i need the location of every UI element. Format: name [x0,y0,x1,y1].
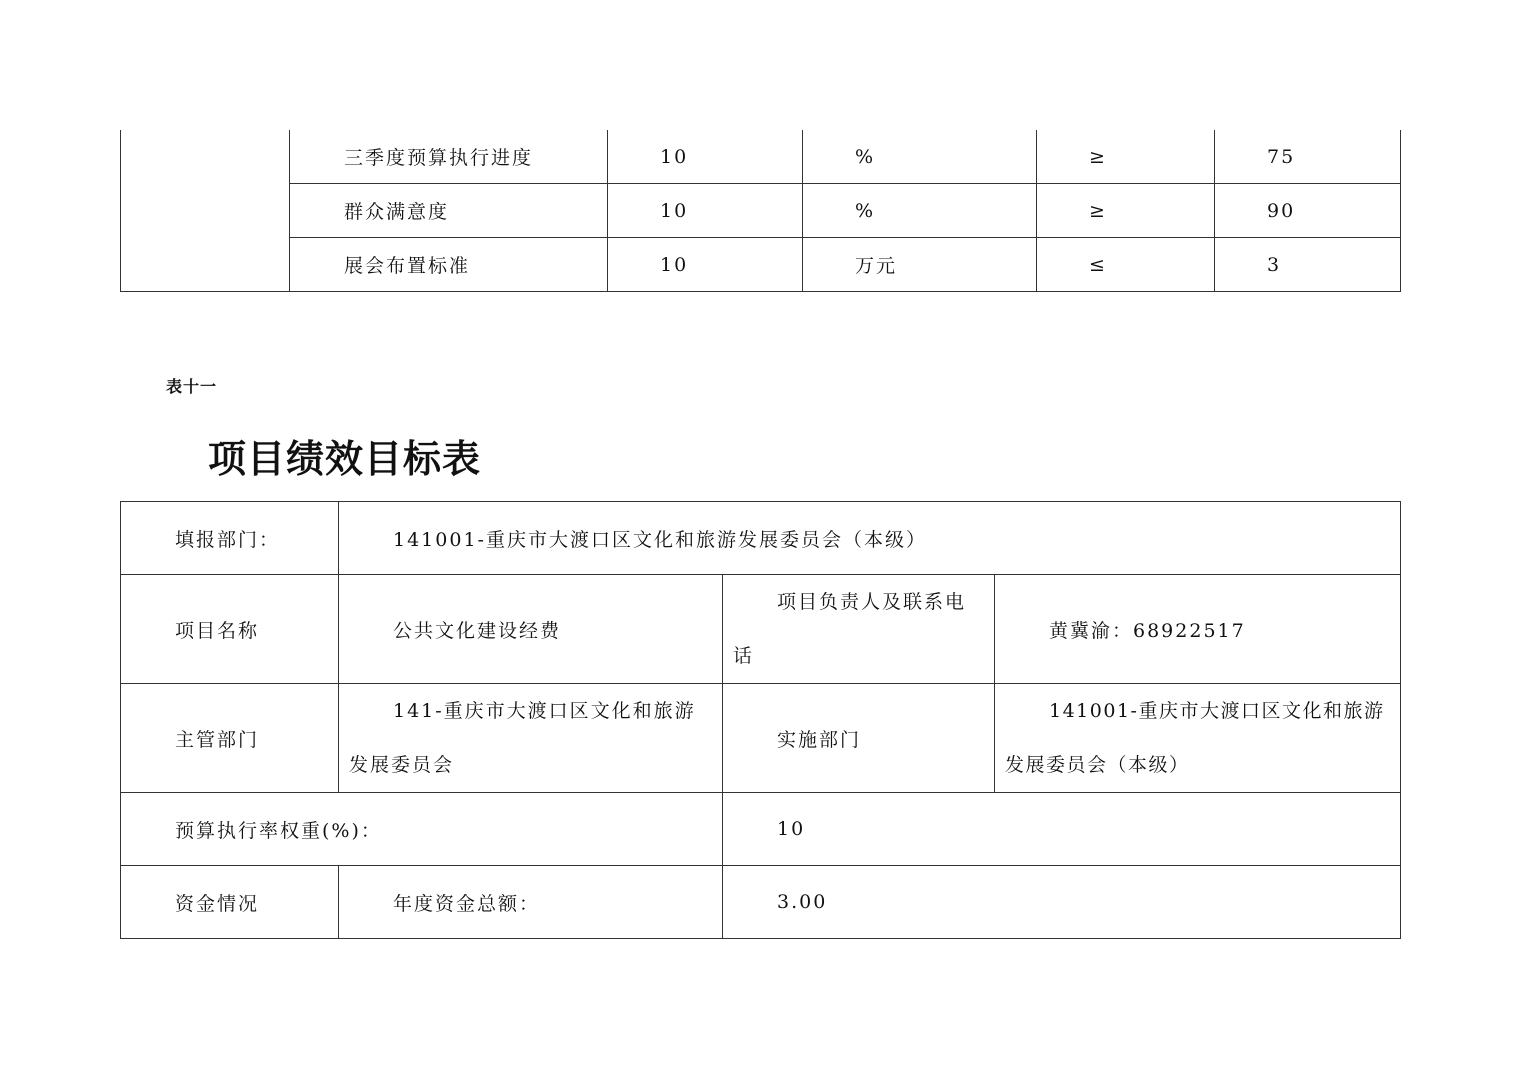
project-performance-table [120,501,1401,939]
implementer-value [995,684,1401,793]
project-name-label: 项目名称 [121,575,339,684]
supervisor-label: 主管部门 [121,684,339,793]
indicator-category-cell [121,130,290,292]
indicator-name: 展会布置标准 [290,238,608,292]
table-row [121,130,1401,184]
table-row [121,575,1401,684]
table-row [121,238,1401,292]
table-row [121,684,1401,793]
table-row [121,502,1401,575]
annual-funds-value: 3.00 [723,866,1401,939]
indicator-score: 10 [608,238,803,292]
table-number-label: 表十一 [166,377,218,396]
table-row [121,793,1401,866]
indicator-score: 10 [608,130,803,184]
budget-weight-label: 预算执行率权重(%)： [121,793,723,866]
reporting-dept-value: 141001-重庆市大渡口区文化和旅游发展委员会（本级） [339,502,1401,575]
indicator-target: 90 [1215,184,1401,238]
page-title: 项目绩效目标表 [208,436,482,481]
supervisor-value-line1: 141-重庆市大渡口区文化和旅游 [393,700,696,722]
implementer-label: 实施部门 [723,684,995,793]
funds-label: 资金情况 [121,866,339,939]
indicator-name: 群众满意度 [290,184,608,238]
table-row [121,184,1401,238]
contact-label-line2: 话 [733,645,755,667]
table-row [121,866,1401,939]
contact-value: 黄冀渝：68922517 [995,575,1401,684]
indicator-operator: ≥ [1037,184,1215,238]
indicator-target: 3 [1215,238,1401,292]
supervisor-value-line2: 发展委员会 [349,754,455,776]
implementer-value-line1: 141001-重庆市大渡口区文化和旅游 [1049,700,1385,722]
budget-weight-value: 10 [723,793,1401,866]
indicator-score: 10 [608,184,803,238]
indicator-operator: ≥ [1037,130,1215,184]
indicator-target: 75 [1215,130,1401,184]
indicator-unit: 万元 [803,238,1037,292]
implementer-value-line2: 发展委员会（本级） [1005,754,1190,776]
project-name-value: 公共文化建设经费 [339,575,723,684]
annual-funds-label: 年度资金总额： [339,866,723,939]
supervisor-value [339,684,723,793]
contact-label [723,575,995,684]
indicator-table-continued [120,130,1401,292]
indicator-name: 三季度预算执行进度 [290,130,608,184]
indicator-operator: ≤ [1037,238,1215,292]
reporting-dept-label: 填报部门： [121,502,339,575]
indicator-unit: % [803,184,1037,238]
indicator-unit: % [803,130,1037,184]
contact-label-line1: 项目负责人及联系电 [777,591,967,613]
